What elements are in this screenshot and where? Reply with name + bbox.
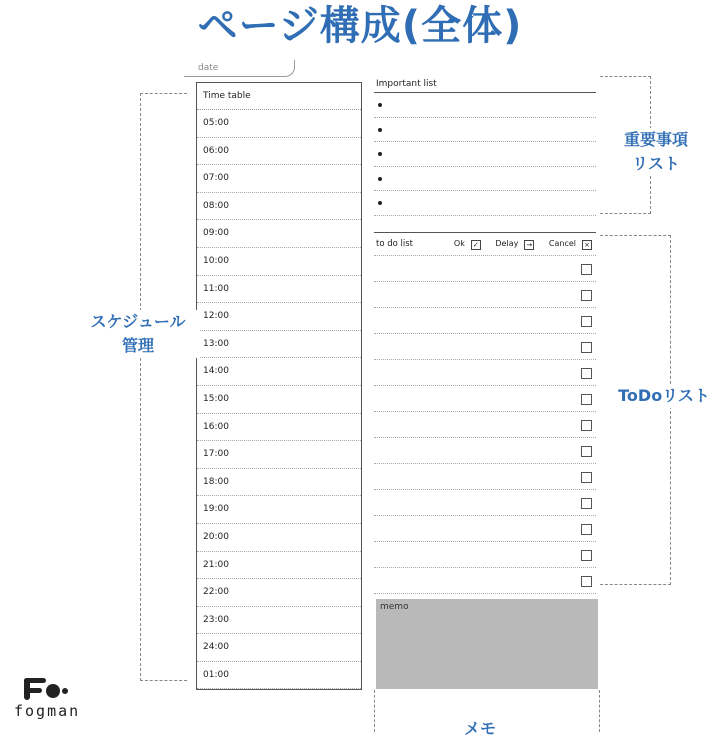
timetable-row: 23:00 [197,607,361,635]
todo-annotation: ToDoリスト [608,384,720,408]
todo-checkbox[interactable] [581,576,592,587]
todo-checkbox[interactable] [581,472,592,483]
todo-item [374,516,596,542]
todo-legend [442,233,592,255]
timetable-row: 12:00 [197,303,361,331]
todo-item [374,464,596,490]
timetable-row: 13:00 [197,331,361,359]
check-icon: ✓ [471,240,481,250]
todo-item [374,360,596,386]
todo-checkbox[interactable] [581,446,592,457]
todo-item [374,490,596,516]
timetable-row: 19:00 [197,496,361,524]
timetable-row: 16:00 [197,414,361,442]
todo-checkbox[interactable] [581,368,592,379]
important-list-item [374,191,596,216]
section-divider [374,216,596,233]
todo-item [374,282,596,308]
timetable-row: 14:00 [197,358,361,386]
todo-list-header [374,233,596,256]
important-list-item [374,167,596,192]
timetable-row: 01:00 [197,662,361,690]
timetable-row: 17:00 [197,441,361,469]
timetable-row: 15:00 [197,386,361,414]
bullet-icon [378,201,382,205]
timetable [196,82,362,690]
todo-checkbox[interactable] [581,264,592,275]
important-list-item [374,118,596,143]
timetable-row: 18:00 [197,469,361,497]
timetable-row: 09:00 [197,220,361,248]
important-annotation: 重要事項 リスト [612,128,700,176]
date-field: date [184,60,295,77]
todo-list-title: to do list [376,238,414,249]
fogman-logo [14,676,80,720]
todo-checkbox[interactable] [581,550,592,561]
todo-item [374,412,596,438]
legend-delay: Delay → [489,239,534,248]
bullet-icon [378,152,382,156]
todo-item [374,308,596,334]
page-title: ページ構成(全体) [197,3,523,49]
timetable-row: 24:00 [197,634,361,662]
todo-checkbox[interactable] [581,420,592,431]
todo-checkbox[interactable] [581,394,592,405]
todo-item [374,386,596,412]
cross-icon: × [582,240,592,250]
bullet-icon [378,103,382,107]
legend-cancel: Cancel × [543,239,592,248]
todo-checkbox[interactable] [581,524,592,535]
todo-item [374,256,596,282]
planner-sheet [184,60,600,690]
todo-item [374,334,596,360]
memo-annotation: メモ [440,717,520,741]
todo-bracket [600,235,671,585]
memo-label: memo [380,602,409,612]
important-list-item [374,142,596,167]
timetable-header: Time table [197,83,361,110]
timetable-row: 22:00 [197,579,361,607]
right-column [374,76,596,594]
todo-checkbox[interactable] [581,342,592,353]
timetable-row: 05:00 [197,110,361,138]
important-list-item [374,93,596,118]
timetable-row: 07:00 [197,165,361,193]
timetable-row: 20:00 [197,524,361,552]
todo-checkbox[interactable] [581,290,592,301]
timetable-row: 08:00 [197,193,361,221]
memo-area [376,599,598,689]
schedule-annotation: スケジュール 管理 [76,310,200,358]
timetable-row: 10:00 [197,248,361,276]
timetable-row: 06:00 [197,138,361,166]
todo-item [374,542,596,568]
todo-item [374,568,596,594]
logo-mark-icon [22,676,72,702]
bullet-icon [378,177,382,181]
logo-text: fogman [14,702,81,720]
todo-checkbox[interactable] [581,316,592,327]
todo-checkbox[interactable] [581,498,592,509]
arrow-right-icon: → [524,240,534,250]
timetable-row: 11:00 [197,276,361,304]
timetable-row: 21:00 [197,552,361,580]
schedule-bracket [140,93,187,681]
legend-ok: Ok ✓ [448,239,481,248]
todo-item [374,438,596,464]
bullet-icon [378,128,382,132]
important-list-header: Important list [374,76,596,93]
